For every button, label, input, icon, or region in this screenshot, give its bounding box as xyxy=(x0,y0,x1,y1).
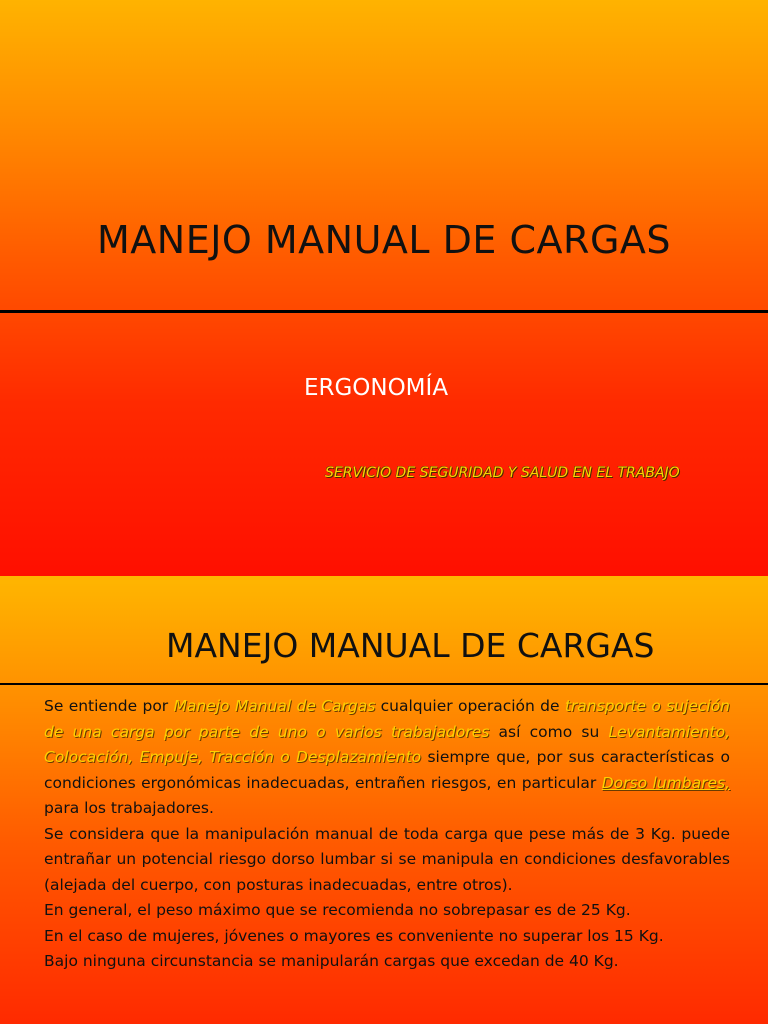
slide-1-divider xyxy=(0,310,768,313)
service-name: SERVICIO DE SEGURIDAD Y SALUD EN EL TRABAJO xyxy=(325,465,680,481)
slide-2-title: MANEJO MANUAL DE CARGAS xyxy=(166,626,655,665)
slide-1-subtitle: ERGONOMÍA xyxy=(303,375,449,401)
term-transporte: transporte o sujeción de una carga por parte de uno o varios trabajadores xyxy=(44,697,730,741)
definition-text-1: Se entiende por xyxy=(44,697,174,715)
term-levantamiento: Levantamiento, Colocación, Empuje, Tracción o Desplazamiento xyxy=(44,722,730,766)
definition-text-2: cualquier operación de xyxy=(375,697,565,715)
term-dorso-lumbares: Dorso lumbares, xyxy=(601,773,730,792)
slide-2 xyxy=(0,576,768,1024)
max-weight-general: En general, el peso máximo que se recomienda no sobrepasar es de 25 Kg. xyxy=(44,901,631,919)
max-weight-women: En el caso de mujeres, jóvenes o mayores es conveniente no superar los 15 Kg. xyxy=(44,926,664,945)
definition-text-3: así como su xyxy=(489,722,609,741)
definition-paragraph xyxy=(44,694,730,822)
max-weight-absolute: Bajo ninguna circunstancia se manipularán cargas que excedan de 40 Kg. xyxy=(44,952,619,970)
definition-text-4: siempre que, por sus características o condiciones ergonómicas inadecuadas, entrañen riesgos, en particular xyxy=(44,748,730,792)
slide-2-body xyxy=(44,694,730,975)
slide-1-title: MANEJO MANUAL DE CARGAS xyxy=(96,218,672,262)
definition-text-5: para los trabajadores. xyxy=(44,799,214,817)
slide-2-divider xyxy=(0,683,768,685)
term-manejo-manual: Manejo Manual de Cargas xyxy=(173,697,376,715)
weight-risk-paragraph: Se considera que la manipulación manual de toda carga que pese más de 3 Kg. puede entrañar un potencial riesgo dorso lumbar si se manipula en condiciones desfavorables (alejada del cuerpo, con posturas inadecuadas, entre otros). xyxy=(44,824,730,894)
